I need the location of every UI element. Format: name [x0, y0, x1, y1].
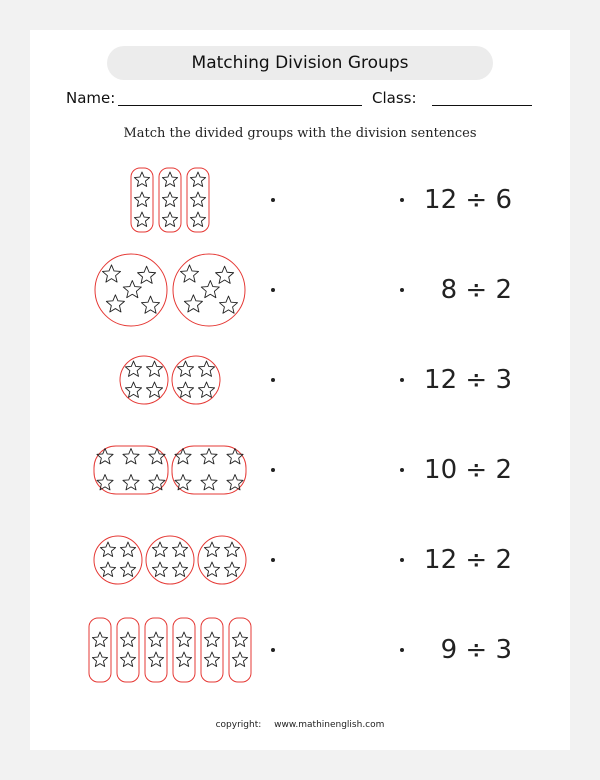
star-groups — [70, 610, 270, 690]
star-icon — [204, 652, 219, 666]
star-icon — [224, 562, 239, 576]
division-sentence: 8 ÷ 2 — [440, 275, 512, 305]
star-icon — [100, 542, 115, 556]
star-icon — [138, 266, 156, 283]
star-icon — [172, 542, 187, 556]
group-outline — [146, 536, 194, 584]
star-icon — [190, 212, 205, 226]
star-icon — [134, 172, 149, 186]
star-icon — [204, 562, 219, 576]
star-groups-drawing — [70, 520, 270, 600]
star-icon — [219, 296, 237, 313]
star-icon — [123, 281, 141, 298]
group-outline — [198, 536, 246, 584]
star-icon — [134, 192, 149, 206]
star-icon — [134, 212, 149, 226]
star-icon — [201, 475, 217, 490]
star-icon — [224, 542, 239, 556]
star-icon — [177, 361, 193, 376]
star-icon — [175, 475, 191, 490]
star-icon — [177, 382, 193, 397]
star-icon — [120, 542, 135, 556]
star-icon — [190, 192, 205, 206]
name-class-row — [66, 86, 536, 110]
star-icon — [232, 632, 247, 646]
division-sentence: 9 ÷ 3 — [440, 635, 512, 665]
match-row — [30, 340, 570, 420]
match-dot-left[interactable] — [271, 288, 275, 292]
star-groups — [70, 250, 270, 330]
match-row — [30, 520, 570, 600]
star-icon — [198, 361, 214, 376]
star-groups — [70, 340, 270, 420]
star-icon — [152, 542, 167, 556]
star-groups-drawing — [70, 160, 270, 240]
match-dot-right[interactable] — [400, 198, 404, 202]
group-outline — [173, 254, 245, 326]
star-icon — [123, 449, 139, 464]
star-icon — [190, 172, 205, 186]
copyright-label: copyright: — [215, 720, 262, 730]
star-groups-drawing — [70, 340, 270, 420]
match-dot-right[interactable] — [400, 288, 404, 292]
match-dot-left[interactable] — [271, 558, 275, 562]
star-icon — [92, 632, 107, 646]
copyright-site: www.mathinenglish.com — [274, 720, 385, 730]
class-label: Class: — [372, 89, 417, 107]
star-icon — [232, 652, 247, 666]
star-icon — [125, 382, 141, 397]
star-icon — [227, 449, 243, 464]
division-sentence: 12 ÷ 3 — [424, 365, 512, 395]
star-icon — [100, 562, 115, 576]
star-groups — [70, 520, 270, 600]
group-outline — [120, 356, 168, 404]
star-icon — [176, 652, 191, 666]
star-icon — [204, 632, 219, 646]
star-icon — [216, 266, 234, 283]
star-icon — [184, 295, 202, 312]
footer — [30, 720, 570, 730]
match-dot-left[interactable] — [271, 378, 275, 382]
group-outline — [201, 618, 223, 682]
star-icon — [162, 192, 177, 206]
match-row — [30, 160, 570, 240]
class-line[interactable] — [432, 104, 532, 106]
star-icon — [227, 475, 243, 490]
star-icon — [97, 449, 113, 464]
star-groups — [70, 160, 270, 240]
match-dot-right[interactable] — [400, 558, 404, 562]
star-icon — [102, 265, 120, 282]
match-dot-left[interactable] — [271, 648, 275, 652]
star-icon — [180, 265, 198, 282]
star-icon — [162, 172, 177, 186]
star-icon — [120, 652, 135, 666]
star-icon — [201, 449, 217, 464]
star-icon — [204, 542, 219, 556]
match-dot-left[interactable] — [271, 198, 275, 202]
star-icon — [148, 652, 163, 666]
star-icon — [176, 632, 191, 646]
star-icon — [120, 632, 135, 646]
star-icon — [146, 361, 162, 376]
group-outline — [173, 618, 195, 682]
group-outline — [89, 618, 111, 682]
star-icon — [149, 449, 165, 464]
star-icon — [198, 382, 214, 397]
star-icon — [120, 562, 135, 576]
star-icon — [146, 382, 162, 397]
star-groups-drawing — [70, 610, 270, 690]
star-icon — [152, 562, 167, 576]
star-groups-drawing — [70, 430, 270, 510]
match-dot-right[interactable] — [400, 468, 404, 472]
star-icon — [123, 475, 139, 490]
group-outline — [95, 254, 167, 326]
group-outline — [145, 618, 167, 682]
star-icon — [97, 475, 113, 490]
star-icon — [106, 295, 124, 312]
star-icon — [125, 361, 141, 376]
name-line[interactable] — [118, 104, 362, 106]
star-icon — [201, 281, 219, 298]
star-groups-drawing — [70, 250, 270, 330]
worksheet-title: Matching Division Groups — [107, 46, 493, 80]
worksheet — [30, 30, 570, 750]
star-icon — [149, 475, 165, 490]
match-dot-right[interactable] — [400, 378, 404, 382]
match-row — [30, 610, 570, 690]
division-sentence: 12 ÷ 2 — [424, 545, 512, 575]
star-icon — [148, 632, 163, 646]
match-row — [30, 250, 570, 330]
division-sentence: 10 ÷ 2 — [424, 455, 512, 485]
star-icon — [92, 652, 107, 666]
group-outline — [172, 356, 220, 404]
group-outline — [117, 618, 139, 682]
instructions: Match the divided groups with the division sentences — [123, 126, 477, 141]
match-row — [30, 430, 570, 510]
group-outline — [94, 536, 142, 584]
star-groups — [70, 430, 270, 510]
division-sentence: 12 ÷ 6 — [424, 185, 512, 215]
match-dot-right[interactable] — [400, 648, 404, 652]
match-dot-left[interactable] — [271, 468, 275, 472]
star-icon — [162, 212, 177, 226]
star-icon — [141, 296, 159, 313]
star-icon — [172, 562, 187, 576]
group-outline — [229, 618, 251, 682]
name-label: Name: — [66, 89, 116, 107]
star-icon — [175, 449, 191, 464]
